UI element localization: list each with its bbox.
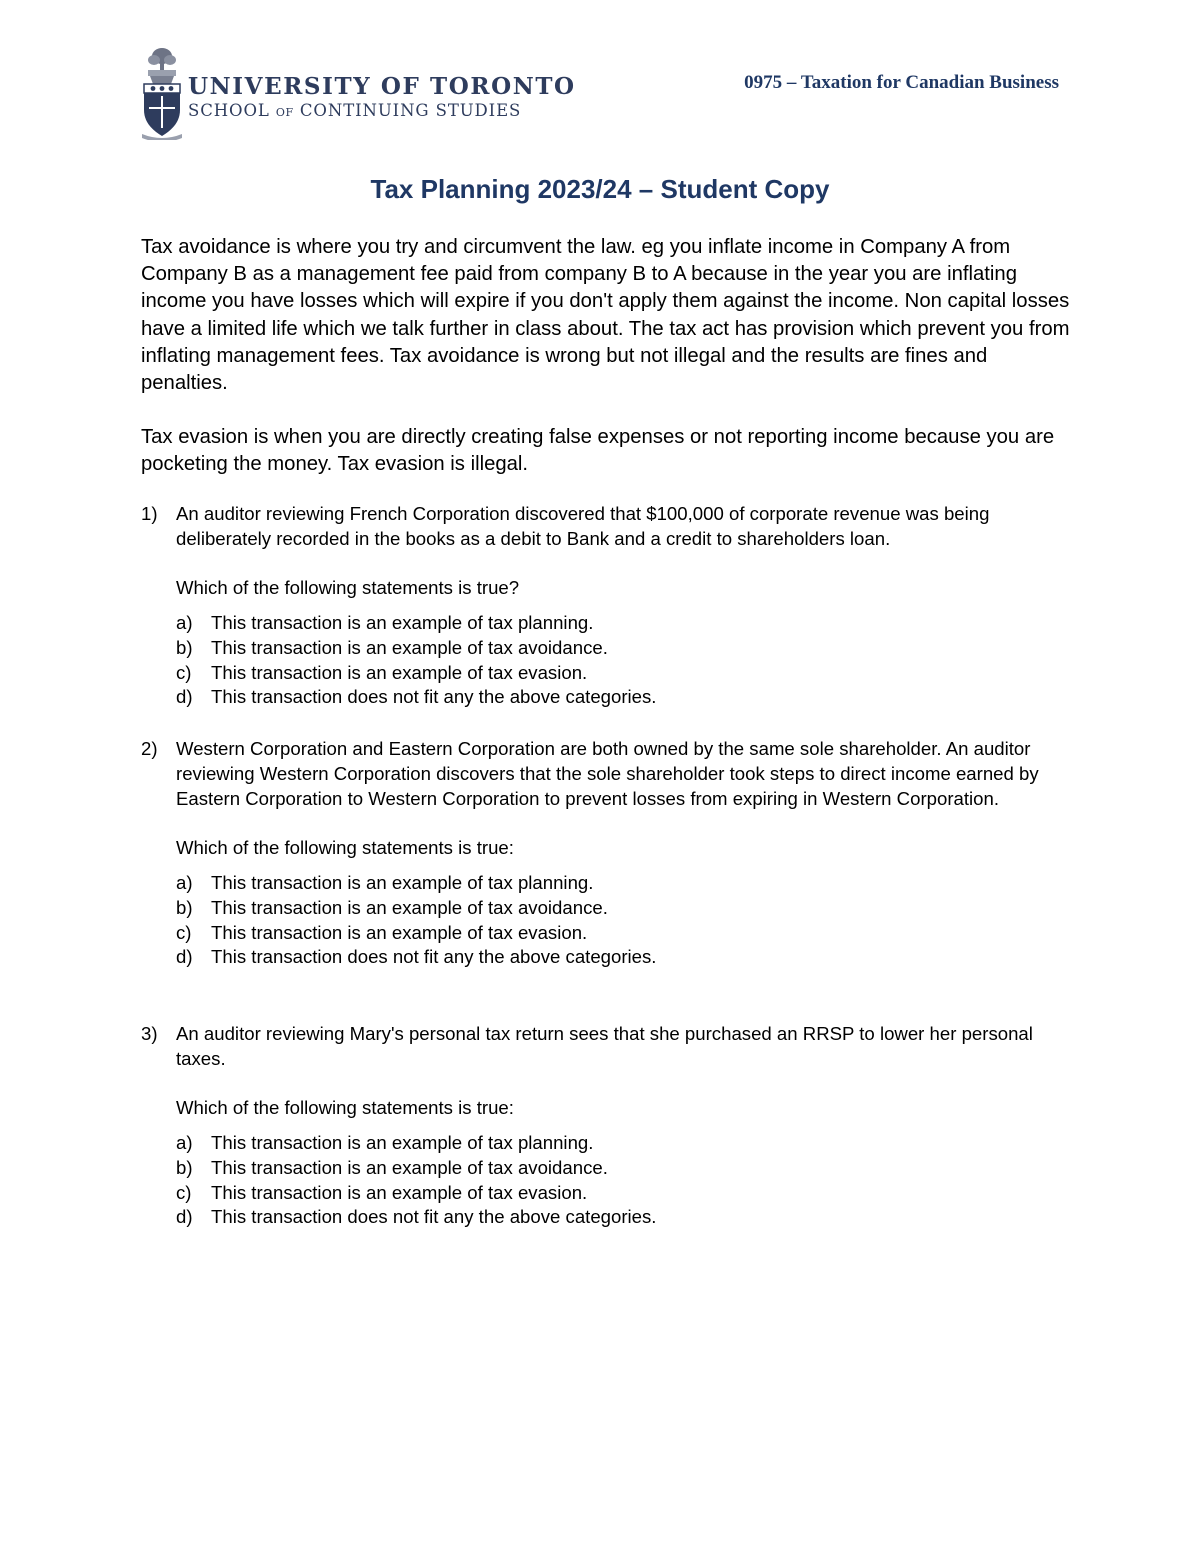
- option-text: This transaction is an example of tax planning.: [211, 612, 594, 633]
- question-prompt: Which of the following statements is true:: [176, 1097, 514, 1118]
- option-letter: b): [176, 1156, 193, 1178]
- option-text: This transaction is an example of tax evasion.: [211, 921, 588, 943]
- course-title: 0975 – Taxation for Canadian Business: [744, 72, 1059, 93]
- option-letter: a): [176, 1132, 193, 1153]
- answer-option-a: [176, 870, 1071, 895]
- logo-continuing-studies: CONTINUING STUDIES: [299, 101, 522, 120]
- answer-option-c: [176, 1180, 1071, 1205]
- page-header: [0, 0, 1200, 150]
- intro-paragraph-avoidance: Tax avoidance is where you try and circumvent the law. eg you inflate income in Company A from Company B as a management fee paid from company B to A because in the year you are inflating income you have losses which will expire if you don't apply them against the income. Non capital losses have a limited life which we talk further in class about. The tax act has provision which prevent you from inflating management fees. Tax avoidance is wrong but not illegal and the results are fines and penalties.: [141, 236, 1070, 395]
- intro-paragraph-evasion: Tax evasion is when you are directly creating false expenses or not reporting income because you are pocketing the money. Tax evasion is illegal.: [141, 426, 1055, 476]
- option-letter: c): [176, 1181, 192, 1203]
- question-body: [176, 1021, 1071, 1229]
- page-title: Tax Planning 2023/24 – Student Copy: [370, 174, 830, 204]
- logo-school-word: SCHOOL: [188, 101, 270, 120]
- option-text: This transaction is an example of tax avoidance.: [211, 636, 608, 658]
- question-text: An auditor reviewing French Corporation discovered that $100,000 of corporate revenue was being deliberately recorded in the books as a debit to Bank and a credit to shareholders loan.: [176, 503, 990, 549]
- option-letter: d): [176, 686, 193, 708]
- option-text: This transaction does not fit any the above categories.: [211, 1206, 657, 1228]
- question-text: Western Corporation and Eastern Corporation are both owned by the same sole shareholder. An auditor reviewing Western Corporation discovers that the sole shareholder took steps to direct income earned by Eastern Corporation to Western Corporation to prevent losses from expiring in Western Corporation.: [176, 738, 1039, 809]
- option-letter: d): [176, 1206, 193, 1228]
- option-text: This transaction is an example of tax planning.: [211, 1132, 594, 1153]
- question-body: [176, 501, 1071, 709]
- option-letter: c): [176, 921, 192, 943]
- question-prompt: Which of the following statements is true?: [176, 577, 520, 598]
- option-letter: a): [176, 872, 193, 893]
- answer-option-d: [176, 944, 1071, 969]
- option-text: This transaction is an example of tax avoidance.: [211, 896, 608, 918]
- answer-option-a: [176, 1130, 1071, 1155]
- answer-option-d: [176, 1204, 1071, 1229]
- answer-option-c: [176, 660, 1071, 685]
- question-prompt: Which of the following statements is true:: [176, 837, 514, 858]
- option-text: This transaction is an example of tax avoidance.: [211, 1156, 608, 1178]
- logo-university-name: UNIVERSITY OF TORONTO: [188, 73, 576, 100]
- option-text: This transaction does not fit any the above categories.: [211, 686, 657, 708]
- question-number: 3): [141, 1023, 158, 1044]
- question-number: 2): [141, 738, 158, 759]
- option-text: This transaction is an example of tax evasion.: [211, 1181, 588, 1203]
- option-letter: c): [176, 661, 192, 683]
- crest-icon: [140, 46, 184, 140]
- question-body: [176, 736, 1071, 969]
- question-number: 1): [141, 503, 158, 524]
- answer-option-a: [176, 610, 1071, 635]
- university-logo: [140, 46, 576, 140]
- option-text: This transaction does not fit any the above categories.: [211, 946, 657, 968]
- option-text: This transaction is an example of tax planning.: [211, 872, 594, 893]
- option-letter: b): [176, 896, 193, 918]
- option-letter: a): [176, 612, 193, 633]
- logo-of-word: OF: [275, 106, 294, 119]
- answer-option-d: [176, 684, 1071, 709]
- answer-option-b: [176, 635, 1071, 660]
- question-text: An auditor reviewing Mary's personal tax return sees that she purchased an RRSP to lower her personal taxes.: [176, 1023, 1033, 1069]
- answer-option-b: [176, 895, 1071, 920]
- logo-school-name: [188, 101, 521, 120]
- option-letter: b): [176, 636, 193, 658]
- option-text: This transaction is an example of tax evasion.: [211, 661, 588, 683]
- answer-option-c: [176, 920, 1071, 945]
- option-letter: d): [176, 946, 193, 968]
- answer-option-b: [176, 1155, 1071, 1180]
